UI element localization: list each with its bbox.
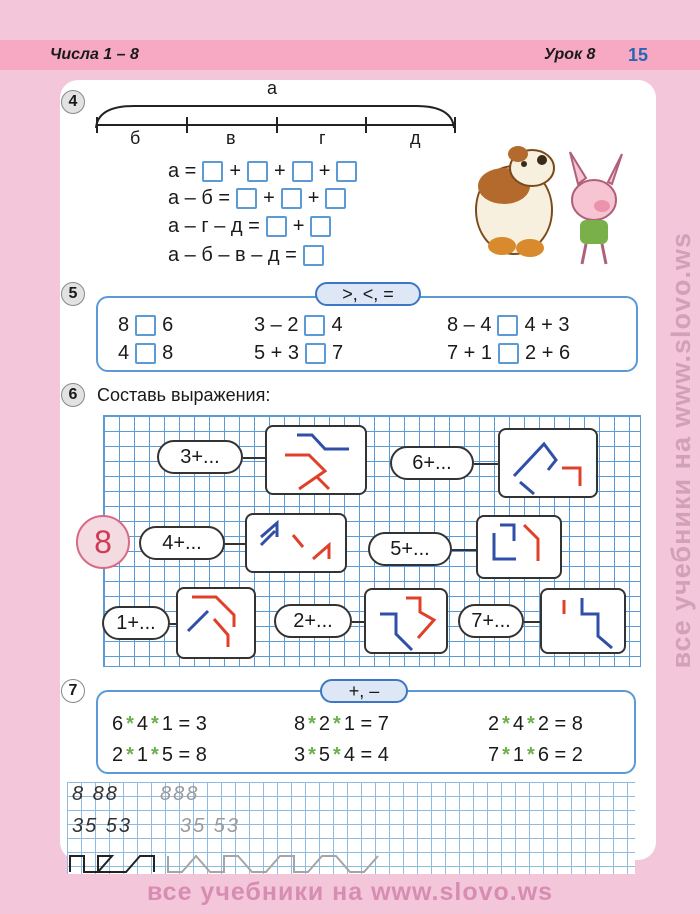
line-pattern (542, 590, 624, 652)
segment-label-v: в (226, 128, 236, 148)
task-number-4: 4 (61, 90, 85, 114)
task-number-7: 7 (61, 679, 85, 703)
tick (365, 117, 367, 133)
sign-box[interactable] (497, 315, 518, 336)
segment-label-b: б (130, 128, 141, 148)
cartoon-characters-illustration (462, 140, 632, 270)
expression-oval-2[interactable]: 2+... (274, 604, 352, 638)
bottom-watermark: все учебники на www.slovo.ws (146, 878, 554, 906)
segment-label-a: а (267, 78, 278, 98)
trace-digits: 888 (160, 783, 200, 805)
tick (454, 117, 456, 133)
equation-row (168, 243, 324, 267)
segment-label-g: г (319, 128, 326, 148)
page-number: 15 (628, 45, 649, 65)
expression-oval-1[interactable]: 1+... (102, 606, 170, 640)
equation-row (168, 214, 331, 238)
task-number-5: 5 (61, 282, 85, 306)
pattern-box (245, 513, 347, 573)
line-pattern (366, 590, 446, 652)
comparison-item: 8 – 4 4 + 3 (447, 313, 570, 336)
segment-label-d: д (410, 128, 421, 148)
pattern-box (364, 588, 448, 654)
expression: 8 * 2 * 1 = 7 (294, 712, 389, 735)
answer-box[interactable] (266, 216, 287, 237)
answer-box[interactable] (336, 161, 357, 182)
expression-oval-3[interactable]: 3+... (157, 440, 243, 474)
expression: 3 * 5 * 4 = 4 (294, 743, 389, 766)
connector-line (225, 543, 247, 545)
expression: 2 * 4 * 2 = 8 (488, 712, 583, 735)
plus-sign: + (274, 159, 286, 182)
pattern-box (476, 515, 562, 579)
sign-box[interactable] (498, 343, 519, 364)
expression-oval-7[interactable]: 7+... (458, 604, 524, 638)
answer-box[interactable] (247, 161, 268, 182)
pattern-box (540, 588, 626, 654)
line-pattern (478, 517, 560, 577)
line-pattern (178, 589, 254, 657)
connector-line (243, 457, 267, 459)
line-pattern (247, 515, 345, 571)
equation-lhs: а = (168, 159, 197, 182)
side-watermark: все учебники на www.slovo.ws (665, 231, 696, 669)
answer-box[interactable] (202, 161, 223, 182)
sample-digits: 8 88 (72, 783, 119, 805)
equation-row (168, 186, 346, 210)
pattern-box (265, 425, 367, 495)
connector-line (452, 549, 478, 551)
answer-box[interactable] (325, 188, 346, 209)
line-pattern (500, 430, 596, 496)
expression: 6 * 4 * 1 = 3 (112, 712, 207, 735)
connector-line (474, 463, 500, 465)
sign-box[interactable] (305, 343, 326, 364)
tick (186, 117, 188, 133)
sample-numbers: 35 53 (72, 815, 133, 837)
expression-oval-6[interactable]: 6+... (390, 446, 474, 480)
answer-box[interactable] (236, 188, 257, 209)
sign-box[interactable] (135, 343, 156, 364)
answer-box[interactable] (292, 161, 313, 182)
pattern-trace-row (68, 854, 388, 874)
plus-sign: + (318, 159, 331, 182)
plus-minus-pill: +, – (320, 679, 408, 703)
lesson-title: Урок 8 (544, 46, 596, 63)
section-title: Числа 1 – 8 (50, 46, 139, 63)
trace-numbers: 35 53 (180, 815, 241, 837)
expression: 7 * 1 * 6 = 2 (488, 743, 583, 766)
comparison-item: 7 + 1 2 + 6 (447, 341, 571, 364)
expression-oval-5[interactable]: 5+... (368, 532, 452, 566)
expression: 2 * 1 * 5 = 8 (112, 743, 207, 766)
expression-oval-4[interactable]: 4+... (139, 526, 225, 560)
line-pattern (267, 427, 365, 493)
sign-box[interactable] (304, 315, 325, 336)
task-number-6: 6 (61, 383, 85, 407)
answer-box[interactable] (281, 188, 302, 209)
tick (276, 117, 278, 133)
comparison-signs-pill: >, <, = (315, 282, 421, 306)
equation-lhs: а – б – в – д = (168, 243, 297, 266)
task6-title: Составь выражения: (97, 385, 271, 405)
sign-box[interactable] (135, 315, 156, 336)
plus-sign: + (263, 186, 275, 209)
pattern-box (498, 428, 598, 498)
page-header (0, 40, 700, 70)
comparison-item: 4 8 (118, 341, 174, 364)
center-number-8: 8 (76, 515, 130, 569)
plus-sign: + (229, 159, 242, 182)
plus-sign: + (292, 214, 305, 237)
equation-lhs: а – б = (168, 186, 231, 209)
plus-sign: + (307, 186, 320, 209)
comparison-item: 5 + 3 7 (254, 341, 344, 364)
comparison-item: 3 – 2 4 (254, 313, 343, 336)
answer-box[interactable] (310, 216, 331, 237)
comparison-item: 8 6 (118, 313, 174, 336)
pattern-box (176, 587, 256, 659)
equation-lhs: а – г – д = (168, 214, 260, 237)
equation-row (168, 159, 357, 183)
answer-box[interactable] (303, 245, 324, 266)
segment-arc (94, 98, 456, 132)
tick (96, 117, 98, 133)
